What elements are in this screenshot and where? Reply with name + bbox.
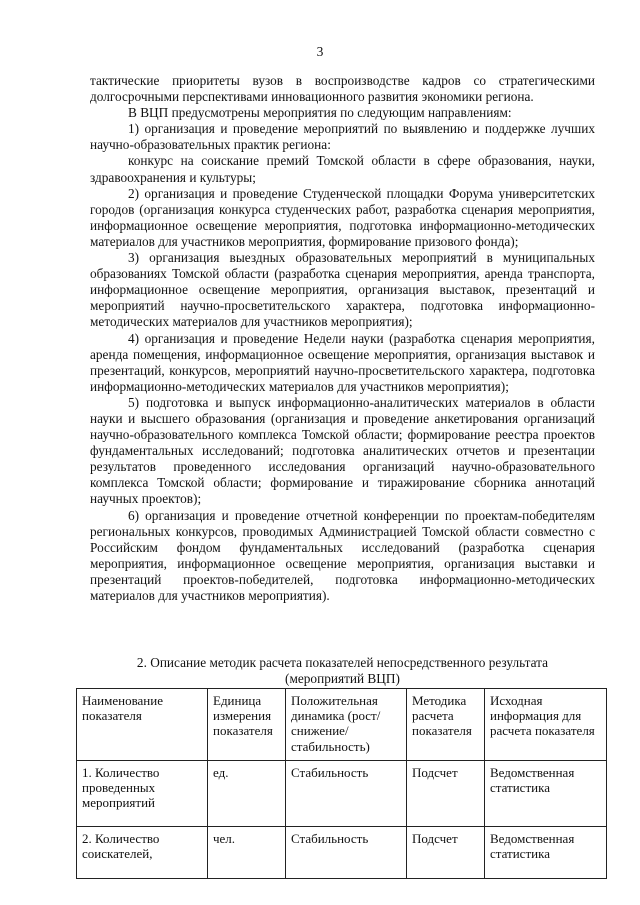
paragraph: 1) организация и проведение мероприятий по выявлению и поддержке лучших научно-образовательных практик региона: — [90, 121, 595, 153]
paragraph: 4) организация и проведение Недели науки (разработка сценария мероприятия, аренда помещения, информационное освещение мероприятия, организация выставок и презентаций, конкурсов, мероприятий научно-просветительского характера, подготовка информационно-методических материалов для участников мероприятия); — [90, 330, 595, 394]
section-title-line: 2. Описание методик расчета показателей непосредственного результата — [136, 655, 549, 670]
paragraph: 2) организация и проведение Студенческой площадки Форума университетских городов (организация конкурса студенческих работ, разработка сценария мероприятия, информационное освещение мероприятия, подготовка информационно-методических материалов для участников мероприятия, формирование призового фонда); — [90, 185, 595, 249]
paragraph: 3) организация выездных образовательных мероприятий в муниципальных образованиях Томской области (разработка сценария мероприятия, аренда транспорта, информационное освещение мероприятия, организация выставок, презентаций и мероприятий научно-просветительского характера, подготовка информационно-методических материалов для участников мероприятия); — [90, 250, 595, 330]
table-cell: Стабильность — [286, 761, 407, 827]
header-cell: Исходная информация для расчета показателя — [485, 689, 607, 761]
table-cell: Ведомственная статистика — [485, 761, 607, 827]
table-cell: Подсчет — [407, 827, 485, 879]
table-cell: ед. — [208, 761, 286, 827]
table-cell: 1. Количество проведенных мероприятий — [77, 761, 208, 827]
table-cell: 2. Количество соискателей, — [77, 827, 208, 879]
section-title — [90, 655, 595, 687]
indicators-table — [76, 688, 607, 879]
header-cell: Наименование показателя — [77, 689, 208, 761]
header-cell: Единица измерения показателя — [208, 689, 286, 761]
indicators-table-container — [76, 688, 606, 879]
paragraph: 6) организация и проведение отчетной конференции по проектам-победителям региональных конкурсов, проводимых Администрацией Томской области совместно с Российским фондом фундаментальных исследований (разработка сценария мероприятия, информационное освещение мероприятия, организация выставки и презентаций проектов-победителей, подготовка информационно-методических материалов для участников мероприятия). — [90, 507, 595, 603]
table-row — [77, 827, 607, 879]
header-cell: Методика расчета показателя — [407, 689, 485, 761]
section-title-line: (мероприятий ВЦП) — [285, 671, 400, 686]
paragraph: 5) подготовка и выпуск информационно-аналитических материалов в области науки и высшего образования (организация и проведение анкетирования организаций научно-образовательного комплекса Томской области; формирование реестра проектов фундаментальных исследований; подготовка аналитических отчетов и презентации результатов проведенного исследования организаций научно-образовательного комплекса Томской области; формирование и тиражирование сборника аннотаций научных проектов); — [90, 394, 595, 507]
table-header-row — [77, 689, 607, 761]
paragraph: конкурс на соискание премий Томской области в сфере образования, науки, здравоохранения и культуры; — [90, 153, 595, 185]
table-cell: чел. — [208, 827, 286, 879]
paragraph: В ВЦП предусмотрены мероприятия по следующим направлениям: — [128, 105, 512, 121]
table-cell: Ведомственная статистика — [485, 827, 607, 879]
paragraph: тактические приоритеты вузов в воспроизводстве кадров со стратегическими долгосрочными перспективами инновационного развития экономики региона. — [90, 73, 595, 105]
table-cell: Подсчет — [407, 761, 485, 827]
table-cell: Стабильность — [286, 827, 407, 879]
header-cell: Положительная динамика (рост/снижение/ стабильность) — [286, 689, 407, 761]
table-row — [77, 761, 607, 827]
page-number: 3 — [316, 44, 324, 59]
body-text — [90, 73, 595, 604]
